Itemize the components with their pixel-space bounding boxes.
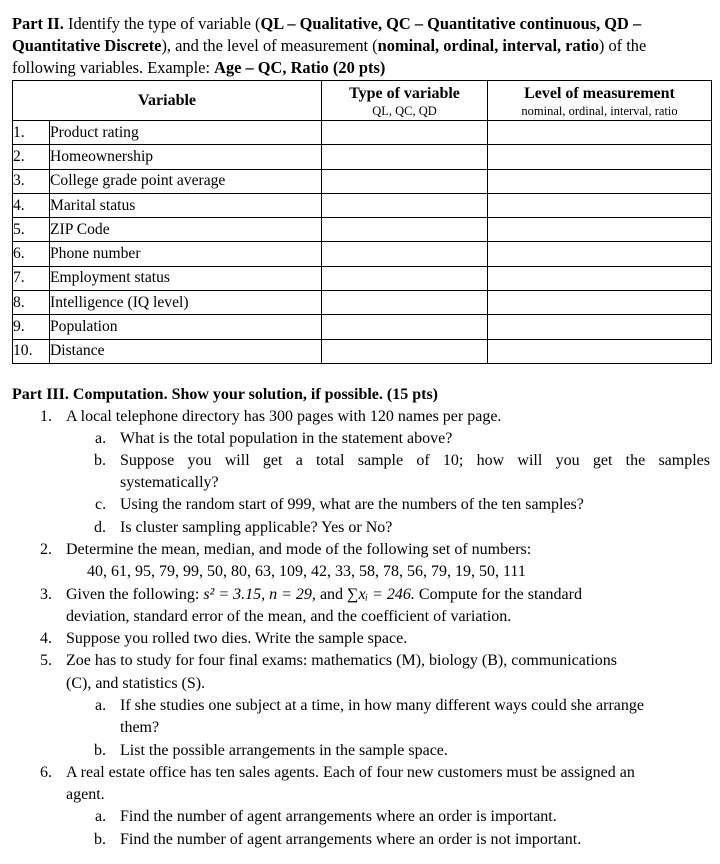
type-cell[interactable] [322, 339, 488, 363]
part2-bold-types: QL – Qualitative, QC – Quantitative continuous, QD – Quantitative Discrete [12, 14, 642, 55]
part2-example: Age – QC, Ratio (20 pts) [214, 58, 386, 77]
q3-number: 3. [40, 586, 52, 603]
part2-instructions [12, 13, 712, 79]
type-cell[interactable] [322, 218, 488, 242]
header-level-label: Level of measurement [524, 84, 675, 102]
level-cell[interactable] [488, 145, 712, 169]
part2-text-2: ), and the level of measurement ( [161, 36, 378, 55]
part2-bold-levels: nominal, ordinal, interval, ratio [377, 36, 599, 55]
type-cell[interactable] [322, 315, 488, 339]
row-number: 5. [13, 218, 50, 242]
part2-lead: Part II. [12, 14, 64, 33]
row-variable: Distance [50, 339, 322, 363]
row-number: 3. [13, 169, 50, 193]
q1c-letter: c. [95, 496, 107, 513]
row-variable: Population [50, 315, 322, 339]
type-cell[interactable] [322, 193, 488, 217]
q3-formula-sum: ∑xᵢ = 246. [347, 586, 415, 603]
q4-number: 4. [40, 630, 52, 647]
row-number: 6. [13, 242, 50, 266]
table-row [13, 315, 712, 339]
level-cell[interactable] [488, 339, 712, 363]
q5a-text-line1: If she studies one subject at a time, in how many different ways could she arrange [120, 697, 644, 714]
q3-text-line1 [66, 584, 582, 606]
table-row [13, 242, 712, 266]
q6-text-line2: agent. [66, 786, 105, 803]
header-type-sub: QL, QC, QD [372, 103, 437, 118]
level-cell[interactable] [488, 218, 712, 242]
q5a-letter: a. [95, 697, 107, 714]
q1b-text-line2: systematically? [120, 474, 219, 491]
q6a-letter: a. [95, 808, 107, 825]
part2-text-1: Identify the type of variable ( [63, 14, 261, 33]
q6-text-line1: A real estate office has ten sales agents. Each of four new customers must be assigned an [66, 764, 635, 781]
q6b-letter: b. [94, 831, 106, 848]
header-level [488, 81, 712, 121]
q1b-letter: b. [94, 452, 106, 469]
row-number: 8. [13, 291, 50, 315]
header-variable [13, 81, 322, 121]
row-variable: Product rating [50, 121, 322, 145]
q4-text: Suppose you rolled two dies. Write the sample space. [66, 630, 408, 647]
level-cell[interactable] [488, 169, 712, 193]
row-variable: Phone number [50, 242, 322, 266]
q3-formula-variance: s² = 3.15, n = 29, [203, 586, 316, 603]
type-cell[interactable] [322, 242, 488, 266]
part2-text-3: ) of the following variables. Example: [12, 36, 647, 77]
q3-and: and [315, 586, 348, 603]
q1a-text: What is the total population in the statement above? [120, 430, 453, 447]
q6-number: 6. [40, 764, 52, 781]
type-cell[interactable] [322, 266, 488, 290]
type-cell[interactable] [322, 145, 488, 169]
row-number: 4. [13, 193, 50, 217]
header-type [322, 81, 488, 121]
q1d-text: Is cluster sampling applicable? Yes or No? [120, 519, 393, 536]
q1c-text: Using the random start of 999, what are the numbers of the ten samples? [120, 496, 584, 513]
q6b-text: Find the number of agent arrangements where an order is not important. [120, 831, 582, 848]
row-variable: College grade point average [50, 169, 322, 193]
table-row [13, 169, 712, 193]
table-row [13, 193, 712, 217]
q5b-text: List the possible arrangements in the sample space. [120, 742, 448, 759]
q3-pre: Given the following: [66, 586, 204, 603]
row-number: 2. [13, 145, 50, 169]
q5-text-line2: (C), and statistics (S). [66, 675, 206, 692]
q3-post: Compute for the standard [414, 586, 582, 603]
row-number: 10. [13, 339, 50, 363]
table-row [13, 266, 712, 290]
header-level-sub: nominal, ordinal, interval, ratio [521, 103, 678, 118]
type-cell[interactable] [322, 169, 488, 193]
q5a-text-line2: them? [120, 719, 160, 736]
table-row [13, 218, 712, 242]
variables-table [12, 80, 712, 364]
q1a-letter: a. [95, 430, 107, 447]
level-cell[interactable] [488, 291, 712, 315]
type-cell[interactable] [322, 121, 488, 145]
header-type-label: Type of variable [349, 84, 460, 102]
table-row [13, 145, 712, 169]
q2-numbers: 40, 61, 95, 79, 99, 50, 80, 63, 109, 42, 33, 58, 78, 56, 79, 19, 50, 111 [87, 563, 526, 580]
row-variable: Employment status [50, 266, 322, 290]
q5-number: 5. [40, 652, 52, 669]
q3-text-line2: deviation, standard error of the mean, and the coefficient of variation. [66, 608, 512, 625]
q1d-letter: d. [94, 519, 106, 536]
row-variable: Intelligence (IQ level) [50, 291, 322, 315]
q1-text: A local telephone directory has 300 pages with 120 names per page. [66, 408, 502, 425]
q6a-text: Find the number of agent arrangements where an order is important. [120, 808, 557, 825]
q1b-text-line1: Suppose you will get a total sample of 10; how will you get the samples [120, 452, 710, 469]
part3-heading: Part III. Computation. Show your solution, if possible. (15 pts) [12, 386, 438, 403]
row-variable: ZIP Code [50, 218, 322, 242]
q5-text-line1: Zoe has to study for four final exams: mathematics (M), biology (B), communications [66, 652, 617, 669]
level-cell[interactable] [488, 242, 712, 266]
q5b-letter: b. [94, 742, 106, 759]
table-row [13, 121, 712, 145]
row-variable: Marital status [50, 193, 322, 217]
q1-number: 1. [40, 408, 52, 425]
type-cell[interactable] [322, 291, 488, 315]
level-cell[interactable] [488, 315, 712, 339]
level-cell[interactable] [488, 266, 712, 290]
table-row [13, 339, 712, 363]
level-cell[interactable] [488, 193, 712, 217]
table-header-row [13, 81, 712, 121]
level-cell[interactable] [488, 121, 712, 145]
row-number: 1. [13, 121, 50, 145]
q2-number: 2. [40, 541, 52, 558]
header-variable-label: Variable [137, 91, 197, 109]
row-variable: Homeownership [50, 145, 322, 169]
row-number: 9. [13, 315, 50, 339]
row-number: 7. [13, 266, 50, 290]
table-row [13, 291, 712, 315]
q2-text: Determine the mean, median, and mode of the following set of numbers: [66, 541, 532, 558]
